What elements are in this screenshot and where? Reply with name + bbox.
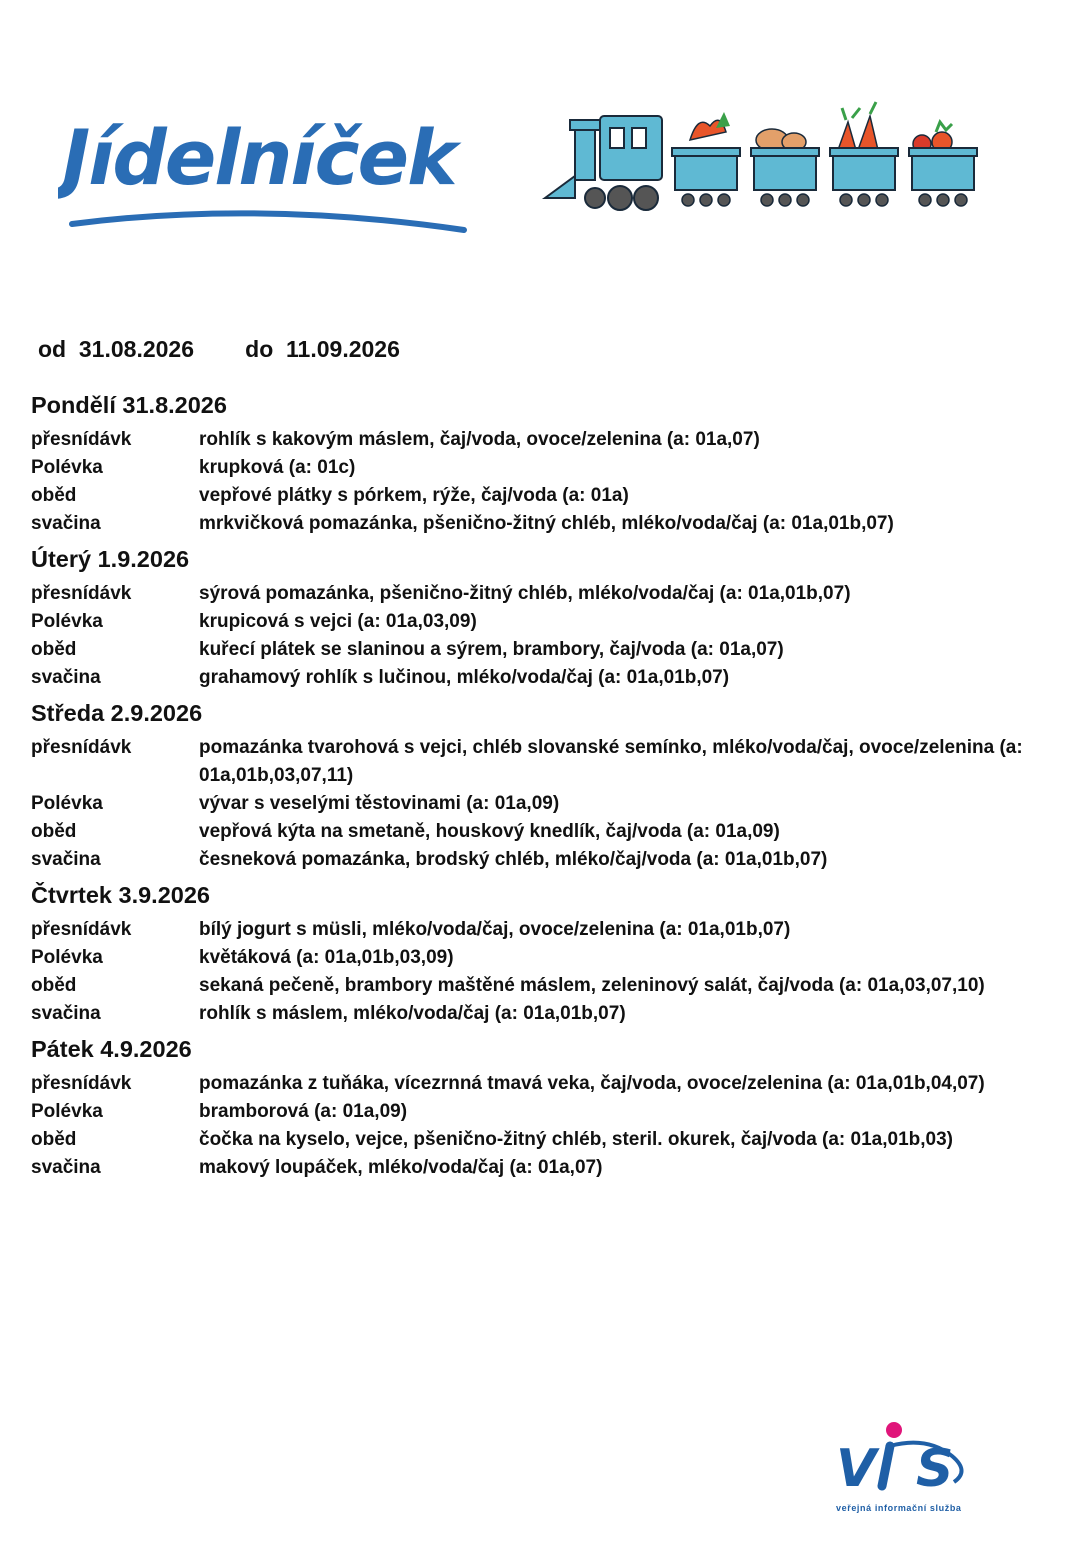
meal-text: krupicová s vejci (a: 01a,03,09) [199,611,477,632]
day-friday [31,1032,1031,1182]
meal-row [31,1154,1031,1182]
meal-row [31,944,1031,972]
meal-label: oběd [31,821,77,842]
meal-row [31,482,1031,510]
day-tuesday [31,542,1031,692]
meal-row [31,1126,1031,1154]
day-title: Úterý 1.9.2026 [31,546,190,572]
meal-text: pomazánka tvarohová s vejci, chléb slovanské semínko, mléko/voda/čaj, ovoce/zelenina (a: 01a,01b,03,07,11) [199,737,1023,786]
meal-label: svačina [31,667,101,688]
meal-row [31,916,1031,944]
meal-row [31,734,1031,790]
meal-row [31,846,1031,874]
day-title: Pondělí 31.8.2026 [31,392,227,418]
meal-text: sekaná pečeně, brambory maštěné máslem, zeleninový salát, čaj/voda (a: 01a,03,07,10) [199,975,985,996]
meal-text: pomazánka z tuňáka, vícezrnná tmavá veka, čaj/voda, ovoce/zelenina (a: 01a,01b,04,07) [199,1073,985,1094]
meal-text: česneková pomazánka, brodský chléb, mléko/čaj/voda (a: 01a,01b,07) [199,849,828,870]
meal-text: bramborová (a: 01a,09) [199,1101,408,1122]
meal-row [31,1098,1031,1126]
meal-label: Polévka [31,1101,103,1122]
meal-row [31,818,1031,846]
vis-logo [832,1416,982,1516]
meal-label: svačina [31,1003,101,1024]
meal-label: Polévka [31,457,103,478]
jidelnicek-logo [58,92,478,242]
meal-row [31,972,1031,1000]
meal-label: Polévka [31,947,103,968]
train-illustration [540,98,985,218]
meal-label: Polévka [31,611,103,632]
weekly-menu [31,388,1031,1186]
meal-text: bílý jogurt s müsli, mléko/voda/čaj, ovoce/zelenina (a: 01a,01b,07) [199,919,791,940]
meal-text: vývar s veselými těstovinami (a: 01a,09) [199,793,560,814]
meal-label: oběd [31,485,77,506]
meal-label: svačina [31,513,101,534]
meal-text: čočka na kyselo, vejce, pšenično-žitný chléb, steril. okurek, čaj/voda (a: 01a,01b,03) [199,1129,953,1150]
day-title: Středa 2.9.2026 [31,700,203,726]
meal-label: Polévka [31,793,103,814]
meal-label: přesnídávk [31,1073,132,1094]
meal-label: přesnídávk [31,919,132,940]
meal-label: přesnídávk [31,583,132,604]
meal-row [31,510,1031,538]
date-range [38,336,400,363]
meal-text: kuřecí plátek se slaninou a sýrem, brambory, čaj/voda (a: 01a,07) [199,639,784,660]
meal-text: rohlík s kakovým máslem, čaj/voda, ovoce/zelenina (a: 01a,07) [199,429,760,450]
meal-text: vepřová kýta na smetaně, houskový knedlík, čaj/voda (a: 01a,09) [199,821,780,842]
meal-label: přesnídávk [31,737,132,758]
meal-label: přesnídávk [31,429,132,450]
day-title: Pátek 4.9.2026 [31,1036,192,1062]
meal-row [31,608,1031,636]
meal-label: oběd [31,1129,77,1150]
meal-label: svačina [31,1157,101,1178]
meal-text: grahamový rohlík s lučinou, mléko/voda/čaj (a: 01a,01b,07) [199,667,730,688]
svg-text:V: V [836,1439,875,1499]
to-date: 11.09.2026 [286,336,400,362]
meal-row [31,1000,1031,1028]
meal-row [31,1070,1031,1098]
day-title: Čtvrtek 3.9.2026 [31,882,210,908]
svg-text:S: S [916,1439,954,1499]
from-date: 31.08.2026 [78,336,195,362]
vis-caption: veřejná informační služba [836,1503,962,1513]
meal-text: rohlík s máslem, mléko/voda/čaj (a: 01a,01b,07) [199,1003,626,1024]
meal-text: krupková (a: 01c) [199,457,356,478]
from-label: od [38,336,67,362]
meal-row [31,636,1031,664]
day-thursday [31,878,1031,1028]
day-monday [31,388,1031,538]
to-label: do [245,336,274,362]
meal-text: vepřové plátky s pórkem, rýže, čaj/voda (a: 01a) [199,485,629,506]
meal-label: svačina [31,849,101,870]
meal-row [31,580,1031,608]
day-wednesday [31,696,1031,874]
meal-text: květáková (a: 01a,01b,03,09) [199,947,454,968]
svg-text:Jídelníček: Jídelníček [62,113,456,202]
meal-label: oběd [31,975,77,996]
meal-row [31,454,1031,482]
meal-label: oběd [31,639,77,660]
meal-row [31,790,1031,818]
meal-row [31,426,1031,454]
meal-text: mrkvičková pomazánka, pšenično-žitný chléb, mléko/voda/čaj (a: 01a,01b,07) [199,513,894,534]
meal-row [31,664,1031,692]
meal-text: sýrová pomazánka, pšenično-žitný chléb, mléko/voda/čaj (a: 01a,01b,07) [199,583,851,604]
meal-text: makový loupáček, mléko/voda/čaj (a: 01a,07) [199,1157,603,1178]
